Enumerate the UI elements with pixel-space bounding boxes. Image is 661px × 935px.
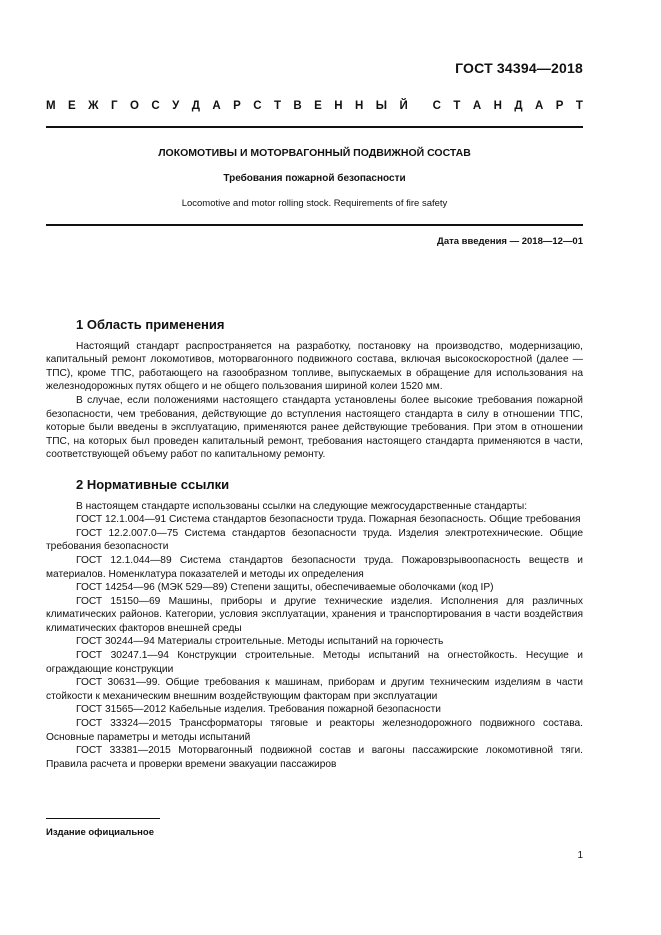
interstate-letter: М [46,100,56,112]
normative-reference-item: ГОСТ 12.1.044—89 Система стандартов безопасности труда. Пожаровзрывоопасность веществ и материалов. Номенклатура показателей и методы их определения [46,554,583,580]
normative-reference-item: ГОСТ 33381—2015 Моторвагонный подвижной состав и вагоны пассажирские локомотивной тяги. Правила расчета и проверки времени эвакуации пассажиров [46,745,583,770]
normative-references-list [46,513,583,771]
document-subtitle: Требования пожарной безопасности [223,173,406,184]
normative-reference-item: ГОСТ 14254—96 (МЭК 529—89) Степени защиты, обеспечиваемые оболочками (код IP) [76,582,494,594]
document-title-english: Locomotive and motor rolling stock. Requirements of fire safety [181,198,448,209]
section-2-intro: В настоящем стандарте использованы ссылки на следующие межгосударственные стандарты: [76,500,528,512]
interstate-letter: С [432,100,441,112]
interstate-letter: С [151,100,160,112]
section-1-paragraph: В случае, если положениями настоящего стандарта установлены более высокие требования пожарной безопасности, чем требования, действующие до вступления настоящего стандарта в силу в отношении ТПС, которые были введены в эксплуатацию, применяются ранее действующие требования. При этом в отношении ТПС, на которых был проведен капитальный ремонт, требования настоящего стандарта применяются в части, соответствующей объему работ по капитальному ремонту. [46,394,583,461]
interstate-letter: Ж [88,100,99,112]
standard-code: ГОСТ 34394—2018 [455,60,583,76]
interstate-letter: Д [514,100,523,112]
section-2-title: 2 Нормативные ссылки [76,476,230,492]
interstate-letter: С [253,100,262,112]
interstate-letter: Е [314,100,322,112]
interstate-letter: Ы [375,100,388,112]
normative-reference-item: ГОСТ 15150—69 Машины, приборы и другие технические изделия. Исполнения для различных климатических районов. Категории, условия эксплуатации, хранения и транспортирования в части воздействия климатических факторов внешней среды [46,595,583,634]
normative-reference-item: ГОСТ 33324—2015 Трансформаторы тяговые и реакторы железнодорожного подвижного состава. Основные параметры и методы испытаний [46,718,583,743]
interstate-letter: А [472,100,482,112]
official-edition-label: Издание официальное [46,827,154,838]
interstate-letter: Р [233,100,241,112]
interstate-letter: У [172,100,180,112]
interstate-letter: Т [273,100,281,112]
page-number: 1 [577,850,583,861]
interstate-letter: Г [110,100,118,112]
interstate-letter: Т [575,100,583,112]
normative-reference-item: ГОСТ 30631—99. Общие требования к машинам, приборам и другим техническим изделиям в части стойкости к механическим внешним воздействующим факторам при эксплуатации [46,677,583,702]
interstate-letter: Д [191,100,200,112]
interstate-letter: Р [555,100,564,112]
title-rule [46,224,583,226]
interstate-letter: А [212,100,221,112]
normative-reference-item: ГОСТ 12.2.007.0—75 Система стандартов безопасности труда. Изделия электротехнические. Общие требования безопасности [46,527,583,553]
interstate-letter: Й [399,100,408,112]
section-1-title: 1 Область применения [76,317,225,332]
document-body [46,318,583,771]
interstate-letter: В [293,100,302,112]
interstate-letter: Е [68,100,76,112]
header-rule [46,126,583,128]
footer-rule [46,818,160,819]
interstate-letter: Т [453,100,461,112]
normative-reference-item: ГОСТ 30247.1—94 Конструкции строительные. Методы испытаний на огнестойкость. Несущие и ограждающие конструкции [46,650,583,675]
normative-reference-item: ГОСТ 30244—94 Материалы строительные. Методы испытаний на горючесть [76,636,444,648]
normative-reference-item: ГОСТ 31565—2012 Кабельные изделия. Требования пожарной безопасности [76,704,441,716]
interstate-letter: Н [355,100,364,112]
section-1-paragraph: Настоящий стандарт распространяется на разработку, постановку на производство, модернизацию, капитальный ремонт локомотивов, моторвагонного подвижного состава, включая высокоскоростной (далее — ТПС), кроме ТПС, работающего на газообразном топливе, выпускаемых в обращение для использования на железнодорожных путях общего и не общего пользования шириной колеи 1520 мм. [46,340,583,393]
interstate-standard-heading [46,100,583,112]
interstate-letter: О [129,100,139,112]
normative-reference-item: ГОСТ 12.1.004—91 Система стандартов безопасности труда. Пожарная безопасность. Общие требования [76,514,581,526]
document-title: ЛОКОМОТИВЫ И МОТОРВАГОННЫЙ ПОДВИЖНОЙ СОСТАВ [158,147,471,159]
interstate-letter: Н [334,100,343,112]
interstate-letter: А [534,100,544,112]
interstate-letter: Н [493,100,502,112]
introduction-date: Дата введения — 2018—12—01 [437,236,583,247]
